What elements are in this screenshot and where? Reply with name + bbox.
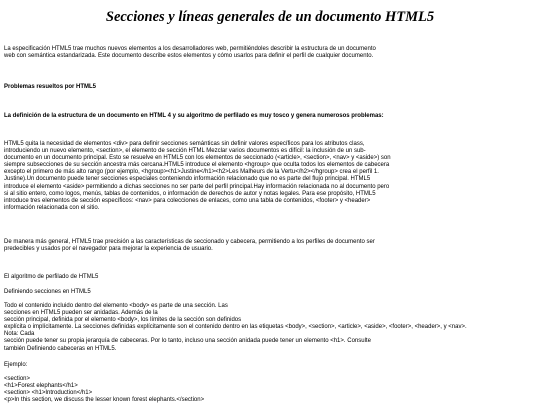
paragraph-content-sections: Todo el contenido incluido dentro del elemento <body> es parte de una sección. Las secciones en HTML5 pueden ser anidadas. Además de la sección principal, definida por el elemento <body>, los límites de la sección son definidos explícita o implícitamente. La secciones definidas explícitamente son el contenido dentro en las etiquetas <body>, <section>, <article>, <aside>, <footer>, <header>, y <nav>. Nota: Cada sección puede tener su propia jerarquía de cabeceras. Por lo tanto, incluso una sección anidada puede tener un elemento <h1>. Consulte también Definiendo cabeceras en HTML5. <box>4 303 467 352</box>
paragraph-general: De manera más general, HTML5 trae precisión a las características de seccionado y cabecera, permitiendo a los perfiles de documento ser predecibles y usados por el navegador para mejorar la experiencia de usuario. <box>4 239 375 253</box>
intro-paragraph: La especificación HTML5 trae muchos nuevos elementos a los desarrolladores web, permitiéndoles describir la estructura de un documento web con semántica estandarizada. Este documento describe estos elementos y cómo usarlos para definir el perfil de cualquier documento. <box>4 46 376 60</box>
heading-algorithm: El algoritmo de perfilado de HTML5 <box>4 274 99 280</box>
heading-definition: La definición de la estructura de un documento en HTML 4 y su algoritmo de perfilado es muy tosco y genera numerosos problemas: <box>4 113 384 119</box>
paragraph-html5-sections: HTML5 quita la necesidad de elementos <div> para definir secciones semánticas sin definir valores específicos para los atributos class, introduciendo un nuevo elemento, <section>, el elemento de sección HTML Mezclar varios documentos es difícil: la inclusión de un sub- documento en un documento principal. Esto se resuelve en HTML5 con los elementos de seccionado (<article>, <section>, <nav> y <aside>) son siempre subsecciones de su sección ancestra más cercana.HTML5 introduce el elemento <hgroup> que oculta todos los elementos de cabecera excepto el primero de más alto rango (por ejemplo, <hgroup><h1>Justine</h1><h2>Les Malheurs de la Vertu</h2></hgroup> crea el perfil 1. Justine).Un documento puede tener secciones especiales conteniendo información relacionado que no es parte del flujo principal. HTML5 introduce el elemento <aside> permitiendo a dichas secciones no ser parte del perfil principal.Hay información relacionada no al documento pero si al sitio entero, como logos, menús, tablas de contenidos, o información de derechos de autor y notas legales. Para ese propósito, HTML5 introduce tres elementos de sección específicos: <nav> para colecciones de enlaces, como una tabla de contenidos, <footer> y <header> información relacionada con el sitio. <box>4 141 391 211</box>
heading-problems: Problemas resueltos por HTML5 <box>4 84 97 90</box>
code-example: <section> <h1>Forest elephants</h1> <section> <h1>Introduction</h1> <p>In this section, we discuss the lesser known forest elephants.</section> <box>4 376 205 404</box>
page-title: Secciones y líneas generales de un documento HTML5 <box>105 9 435 25</box>
example-label: Ejemplo: <box>4 362 28 368</box>
heading-defining-sections: Definiendo secciones en HTML5 <box>4 289 91 295</box>
